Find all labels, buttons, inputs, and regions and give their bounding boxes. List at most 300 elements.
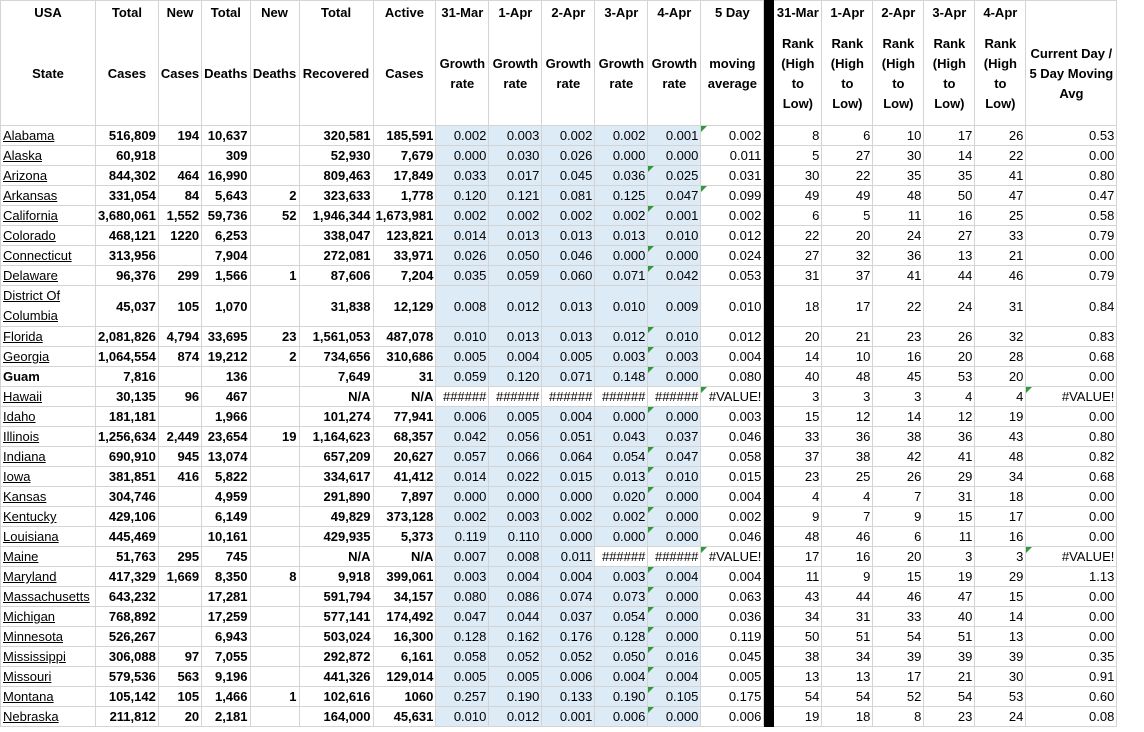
table-cell[interactable] — [158, 246, 201, 266]
table-cell[interactable]: 292,872 — [299, 647, 373, 667]
table-cell[interactable]: 49 — [774, 186, 822, 206]
table-cell[interactable]: 0.175 — [701, 687, 764, 707]
table-cell[interactable]: 0.35 — [1026, 647, 1117, 667]
table-cell[interactable]: 0.120 — [489, 367, 542, 387]
table-cell[interactable]: 41 — [975, 166, 1026, 186]
header-cell[interactable]: 5 Day — [701, 1, 764, 24]
table-cell[interactable]: 0.010 — [648, 226, 701, 246]
table-cell[interactable] — [158, 146, 201, 166]
table-cell[interactable]: 2,081,826 — [96, 327, 159, 347]
table-cell[interactable]: 2,449 — [158, 427, 201, 447]
table-cell[interactable]: 1,669 — [158, 567, 201, 587]
table-cell[interactable]: 643,232 — [96, 587, 159, 607]
table-cell[interactable]: 0.047 — [648, 186, 701, 206]
table-cell[interactable]: #VALUE! — [701, 547, 764, 567]
table-cell[interactable]: 22 — [873, 286, 924, 327]
table-cell[interactable]: ###### — [648, 387, 701, 407]
table-cell[interactable]: 24 — [975, 707, 1026, 727]
table-cell[interactable] — [158, 507, 201, 527]
table-cell[interactable]: 6 — [822, 126, 873, 146]
table-cell[interactable]: 295 — [158, 547, 201, 567]
table-cell[interactable]: 15 — [873, 567, 924, 587]
table-cell[interactable]: 373,128 — [373, 507, 436, 527]
table-cell[interactable]: 11 — [774, 567, 822, 587]
table-cell[interactable]: 38 — [822, 447, 873, 467]
table-cell[interactable]: 768,892 — [96, 607, 159, 627]
table-cell[interactable]: 194 — [158, 126, 201, 146]
table-cell[interactable]: 0.020 — [595, 487, 648, 507]
table-cell[interactable] — [250, 447, 299, 467]
table-cell[interactable]: 52 — [873, 687, 924, 707]
table-cell[interactable]: 8,350 — [202, 567, 250, 587]
table-cell[interactable]: 21 — [822, 327, 873, 347]
table-cell[interactable]: 42 — [873, 447, 924, 467]
table-cell[interactable]: 334,617 — [299, 467, 373, 487]
table-cell[interactable]: 0.105 — [648, 687, 701, 707]
table-cell[interactable]: 51 — [924, 627, 975, 647]
table-cell[interactable]: 0.022 — [489, 467, 542, 487]
table-cell[interactable]: 0.00 — [1026, 146, 1117, 166]
table-cell[interactable]: 16,990 — [202, 166, 250, 186]
table-cell[interactable]: ###### — [542, 387, 595, 407]
table-cell[interactable]: 0.005 — [436, 667, 489, 687]
table-cell[interactable]: 31 — [774, 266, 822, 286]
table-cell[interactable]: 0.119 — [436, 527, 489, 547]
table-cell[interactable]: 0.074 — [542, 587, 595, 607]
header-cell[interactable]: Rank (High to Low) — [774, 24, 822, 126]
state-link[interactable]: Missouri — [1, 667, 96, 687]
table-cell[interactable]: 0.003 — [489, 507, 542, 527]
state-link[interactable]: District Of Columbia — [1, 286, 96, 327]
table-cell[interactable]: 102,616 — [299, 687, 373, 707]
header-cell[interactable]: Growth rate — [489, 24, 542, 126]
table-cell[interactable]: 23 — [924, 707, 975, 727]
table-cell[interactable]: 0.006 — [542, 667, 595, 687]
table-cell[interactable]: 39 — [924, 647, 975, 667]
table-cell[interactable]: 26 — [975, 126, 1026, 146]
table-cell[interactable]: 0.046 — [542, 246, 595, 266]
table-cell[interactable]: 272,081 — [299, 246, 373, 266]
table-cell[interactable]: 29 — [924, 467, 975, 487]
table-cell[interactable]: 313,956 — [96, 246, 159, 266]
table-cell[interactable]: 0.00 — [1026, 587, 1117, 607]
table-cell[interactable]: 17 — [774, 547, 822, 567]
state-link[interactable]: Hawaii — [1, 387, 96, 407]
table-cell[interactable]: 105 — [158, 286, 201, 327]
table-cell[interactable]: 0.017 — [489, 166, 542, 186]
table-cell[interactable]: 7 — [873, 487, 924, 507]
table-cell[interactable]: 33 — [975, 226, 1026, 246]
table-cell[interactable]: 25 — [822, 467, 873, 487]
table-cell[interactable]: 6,149 — [202, 507, 250, 527]
table-cell[interactable]: 50 — [774, 627, 822, 647]
state-link[interactable]: Alabama — [1, 126, 96, 146]
table-cell[interactable]: 35 — [924, 166, 975, 186]
table-cell[interactable]: 38 — [774, 647, 822, 667]
table-cell[interactable]: 1,256,634 — [96, 427, 159, 447]
table-cell[interactable]: 23 — [873, 327, 924, 347]
table-cell[interactable]: 26 — [873, 467, 924, 487]
table-cell[interactable]: 0.00 — [1026, 507, 1117, 527]
state-link[interactable]: Kentucky — [1, 507, 96, 527]
table-cell[interactable]: 0.68 — [1026, 347, 1117, 367]
header-cell[interactable]: New — [250, 1, 299, 24]
table-cell[interactable]: 36 — [822, 427, 873, 447]
table-cell[interactable]: 53 — [975, 687, 1026, 707]
table-cell[interactable]: 23 — [774, 467, 822, 487]
table-cell[interactable]: 40 — [774, 367, 822, 387]
header-cell[interactable]: USA — [1, 1, 96, 24]
table-cell[interactable]: 0.004 — [595, 667, 648, 687]
table-cell[interactable]: 0.013 — [489, 226, 542, 246]
table-cell[interactable]: #VALUE! — [701, 387, 764, 407]
table-cell[interactable]: 10,637 — [202, 126, 250, 146]
table-cell[interactable]: 49 — [822, 186, 873, 206]
table-cell[interactable]: 0.012 — [701, 226, 764, 246]
table-cell[interactable]: 0.91 — [1026, 667, 1117, 687]
table-cell[interactable]: 6 — [774, 206, 822, 226]
state-link[interactable]: Georgia — [1, 347, 96, 367]
table-cell[interactable] — [250, 707, 299, 727]
table-cell[interactable]: 16 — [924, 206, 975, 226]
state-link[interactable]: Arizona — [1, 166, 96, 186]
header-cell[interactable]: Active — [373, 1, 436, 24]
table-cell[interactable]: 0.47 — [1026, 186, 1117, 206]
table-cell[interactable]: #VALUE! — [1026, 547, 1117, 567]
table-cell[interactable] — [158, 627, 201, 647]
header-cell[interactable]: 2-Apr — [542, 1, 595, 24]
table-cell[interactable]: 429,106 — [96, 507, 159, 527]
table-cell[interactable]: 745 — [202, 547, 250, 567]
table-cell[interactable]: 1,552 — [158, 206, 201, 226]
table-cell[interactable]: 0.000 — [542, 487, 595, 507]
table-cell[interactable]: 23 — [250, 327, 299, 347]
table-cell[interactable]: 38 — [873, 427, 924, 447]
table-cell[interactable]: 27 — [822, 146, 873, 166]
table-cell[interactable]: 4,959 — [202, 487, 250, 507]
state-link[interactable]: Massachusetts — [1, 587, 96, 607]
header-cell[interactable]: moving average — [701, 24, 764, 126]
table-cell[interactable] — [250, 647, 299, 667]
table-cell[interactable]: 0.000 — [648, 587, 701, 607]
state-link[interactable]: California — [1, 206, 96, 226]
table-cell[interactable]: 1 — [250, 687, 299, 707]
table-cell[interactable]: 96 — [158, 387, 201, 407]
state-link[interactable]: Connecticut — [1, 246, 96, 266]
table-cell[interactable]: 0.005 — [489, 667, 542, 687]
table-cell[interactable]: 96,376 — [96, 266, 159, 286]
table-cell[interactable]: 18 — [975, 487, 1026, 507]
table-cell[interactable]: 7,904 — [202, 246, 250, 266]
table-cell[interactable]: 309 — [202, 146, 250, 166]
table-cell[interactable]: 0.60 — [1026, 687, 1117, 707]
table-cell[interactable]: 690,910 — [96, 447, 159, 467]
table-cell[interactable]: 14 — [975, 607, 1026, 627]
table-cell[interactable]: 0.014 — [436, 467, 489, 487]
table-cell[interactable]: 20 — [975, 367, 1026, 387]
table-cell[interactable] — [158, 607, 201, 627]
table-cell[interactable]: 47 — [975, 186, 1026, 206]
table-cell[interactable]: 0.110 — [489, 527, 542, 547]
table-cell[interactable]: 0.53 — [1026, 126, 1117, 146]
table-cell[interactable]: 33,971 — [373, 246, 436, 266]
table-cell[interactable] — [250, 467, 299, 487]
table-cell[interactable]: 48 — [975, 447, 1026, 467]
table-cell[interactable]: 0.58 — [1026, 206, 1117, 226]
table-cell[interactable]: 45 — [873, 367, 924, 387]
table-cell[interactable]: 0.080 — [436, 587, 489, 607]
table-cell[interactable]: 445,469 — [96, 527, 159, 547]
table-cell[interactable]: 30 — [873, 146, 924, 166]
table-cell[interactable]: 0.004 — [542, 567, 595, 587]
table-cell[interactable]: 9,196 — [202, 667, 250, 687]
table-cell[interactable]: 516,809 — [96, 126, 159, 146]
table-cell[interactable]: 579,536 — [96, 667, 159, 687]
table-cell[interactable]: 0.007 — [436, 547, 489, 567]
table-cell[interactable]: 6,943 — [202, 627, 250, 647]
table-cell[interactable]: 6,161 — [373, 647, 436, 667]
table-cell[interactable]: 9 — [873, 507, 924, 527]
table-cell[interactable]: 0.000 — [648, 246, 701, 266]
table-cell[interactable]: 0.073 — [595, 587, 648, 607]
header-cell[interactable]: 1-Apr — [822, 1, 873, 24]
table-cell[interactable]: 4 — [975, 387, 1026, 407]
table-cell[interactable]: 0.050 — [489, 246, 542, 266]
table-cell[interactable]: 0.002 — [436, 126, 489, 146]
state-link[interactable]: Florida — [1, 327, 96, 347]
table-cell[interactable]: 0.036 — [701, 607, 764, 627]
table-cell[interactable]: 5,822 — [202, 467, 250, 487]
table-cell[interactable]: 0.000 — [595, 146, 648, 166]
table-cell[interactable]: 49,829 — [299, 507, 373, 527]
table-cell[interactable]: 0.000 — [648, 487, 701, 507]
header-cell[interactable]: 3-Apr — [595, 1, 648, 24]
table-cell[interactable]: 0.002 — [542, 507, 595, 527]
table-cell[interactable]: 23,654 — [202, 427, 250, 447]
table-cell[interactable]: 17 — [822, 286, 873, 327]
table-cell[interactable]: 7,897 — [373, 487, 436, 507]
table-cell[interactable]: 526,267 — [96, 627, 159, 647]
table-cell[interactable]: 8 — [873, 707, 924, 727]
table-cell[interactable]: 5 — [822, 206, 873, 226]
table-cell[interactable]: 54 — [873, 627, 924, 647]
table-cell[interactable]: 0.053 — [701, 266, 764, 286]
table-cell[interactable]: 34 — [975, 467, 1026, 487]
table-cell[interactable]: 33 — [774, 427, 822, 447]
table-cell[interactable] — [250, 166, 299, 186]
table-cell[interactable]: 874 — [158, 347, 201, 367]
table-cell[interactable]: 945 — [158, 447, 201, 467]
table-cell[interactable]: 47 — [924, 587, 975, 607]
table-cell[interactable]: 0.010 — [648, 467, 701, 487]
table-cell[interactable]: 13 — [774, 667, 822, 687]
table-cell[interactable]: 31 — [975, 286, 1026, 327]
table-cell[interactable]: 39 — [873, 647, 924, 667]
table-cell[interactable]: 399,061 — [373, 567, 436, 587]
table-cell[interactable]: 13 — [975, 627, 1026, 647]
table-cell[interactable]: 487,078 — [373, 327, 436, 347]
table-cell[interactable]: 0.128 — [436, 627, 489, 647]
table-cell[interactable]: 467 — [202, 387, 250, 407]
header-cell[interactable]: Total — [299, 1, 373, 24]
table-cell[interactable]: 0.00 — [1026, 627, 1117, 647]
table-cell[interactable]: 0.133 — [542, 687, 595, 707]
table-cell[interactable]: 30 — [774, 166, 822, 186]
header-cell[interactable]: 3-Apr — [924, 1, 975, 24]
table-cell[interactable]: 323,633 — [299, 186, 373, 206]
table-cell[interactable]: 1 — [250, 266, 299, 286]
table-cell[interactable]: 0.008 — [489, 547, 542, 567]
table-cell[interactable]: 0.014 — [436, 226, 489, 246]
table-cell[interactable]: 2 — [250, 347, 299, 367]
table-cell[interactable]: 68,357 — [373, 427, 436, 447]
table-cell[interactable]: 0.045 — [701, 647, 764, 667]
table-cell[interactable]: 844,302 — [96, 166, 159, 186]
table-cell[interactable]: 13 — [822, 667, 873, 687]
table-cell[interactable]: 0.000 — [489, 487, 542, 507]
table-cell[interactable]: N/A — [373, 547, 436, 567]
table-cell[interactable]: 0.009 — [648, 286, 701, 327]
table-cell[interactable]: 1,946,344 — [299, 206, 373, 226]
table-cell[interactable]: 136 — [202, 367, 250, 387]
table-cell[interactable]: 51 — [822, 627, 873, 647]
table-cell[interactable]: 0.015 — [542, 467, 595, 487]
table-cell[interactable]: 416 — [158, 467, 201, 487]
header-cell[interactable]: Rank (High to Low) — [822, 24, 873, 126]
table-cell[interactable]: 0.051 — [542, 427, 595, 447]
table-cell[interactable]: 1,966 — [202, 407, 250, 427]
table-cell[interactable]: 0.060 — [542, 266, 595, 286]
table-cell[interactable]: 0.002 — [595, 126, 648, 146]
table-cell[interactable]: 0.001 — [542, 707, 595, 727]
table-cell[interactable] — [250, 607, 299, 627]
header-cell[interactable]: Growth rate — [542, 24, 595, 126]
table-cell[interactable]: 34,157 — [373, 587, 436, 607]
header-cell[interactable]: Growth rate — [595, 24, 648, 126]
table-cell[interactable]: 17,259 — [202, 607, 250, 627]
table-cell[interactable]: 0.00 — [1026, 246, 1117, 266]
table-cell[interactable]: 0.000 — [648, 507, 701, 527]
table-cell[interactable]: 0.190 — [489, 687, 542, 707]
header-cell[interactable]: Total — [96, 1, 159, 24]
header-cell[interactable]: 1-Apr — [489, 1, 542, 24]
table-cell[interactable]: 11 — [873, 206, 924, 226]
table-cell[interactable]: 1.13 — [1026, 567, 1117, 587]
table-cell[interactable]: 0.071 — [542, 367, 595, 387]
table-cell[interactable]: 0.002 — [436, 507, 489, 527]
table-cell[interactable]: 19 — [975, 407, 1026, 427]
table-cell[interactable]: 0.058 — [436, 647, 489, 667]
state-link[interactable]: Maine — [1, 547, 96, 567]
table-cell[interactable]: 0.000 — [542, 527, 595, 547]
table-cell[interactable]: 129,014 — [373, 667, 436, 687]
table-cell[interactable]: 17 — [924, 126, 975, 146]
table-cell[interactable] — [250, 547, 299, 567]
table-cell[interactable]: 0.128 — [595, 627, 648, 647]
table-cell[interactable]: 0.003 — [595, 347, 648, 367]
table-cell[interactable] — [250, 507, 299, 527]
table-cell[interactable]: 0.010 — [436, 327, 489, 347]
table-cell[interactable]: 0.013 — [542, 286, 595, 327]
table-cell[interactable]: 0.013 — [595, 467, 648, 487]
table-cell[interactable]: 101,274 — [299, 407, 373, 427]
table-cell[interactable]: 0.012 — [701, 327, 764, 347]
table-cell[interactable] — [158, 527, 201, 547]
table-cell[interactable] — [158, 487, 201, 507]
table-cell[interactable]: 181,181 — [96, 407, 159, 427]
table-cell[interactable]: 0.119 — [701, 627, 764, 647]
table-cell[interactable]: 0.80 — [1026, 166, 1117, 186]
table-cell[interactable]: 13,074 — [202, 447, 250, 467]
header-cell[interactable]: 31-Mar — [436, 1, 489, 24]
table-cell[interactable]: 338,047 — [299, 226, 373, 246]
table-cell[interactable]: 310,686 — [373, 347, 436, 367]
table-cell[interactable]: 0.059 — [436, 367, 489, 387]
table-cell[interactable]: 4 — [924, 387, 975, 407]
table-cell[interactable]: 28 — [975, 347, 1026, 367]
table-cell[interactable] — [250, 587, 299, 607]
table-cell[interactable]: 30,135 — [96, 387, 159, 407]
table-cell[interactable]: 39 — [975, 647, 1026, 667]
table-cell[interactable]: 0.000 — [648, 367, 701, 387]
table-cell[interactable]: 0.004 — [701, 487, 764, 507]
table-cell[interactable]: 53 — [924, 367, 975, 387]
table-cell[interactable]: 734,656 — [299, 347, 373, 367]
header-cell[interactable]: Deaths — [250, 24, 299, 126]
header-cell[interactable]: Growth rate — [436, 24, 489, 126]
table-cell[interactable]: 1060 — [373, 687, 436, 707]
table-cell[interactable]: 26 — [924, 327, 975, 347]
table-cell[interactable]: 0.047 — [436, 607, 489, 627]
table-cell[interactable]: 0.071 — [595, 266, 648, 286]
table-cell[interactable]: 24 — [873, 226, 924, 246]
header-cell[interactable]: Current Day / 5 Day Moving Avg — [1026, 24, 1117, 126]
table-cell[interactable]: 105 — [158, 687, 201, 707]
table-cell[interactable]: 17 — [873, 667, 924, 687]
header-cell[interactable]: Total — [202, 1, 250, 24]
state-link[interactable]: Louisiana — [1, 527, 96, 547]
table-cell[interactable] — [250, 246, 299, 266]
table-cell[interactable]: 185,591 — [373, 126, 436, 146]
table-cell[interactable]: 59,736 — [202, 206, 250, 226]
table-cell[interactable]: 0.002 — [701, 507, 764, 527]
table-cell[interactable]: 27 — [924, 226, 975, 246]
table-cell[interactable]: 809,463 — [299, 166, 373, 186]
table-cell[interactable]: 0.004 — [648, 667, 701, 687]
table-cell[interactable]: 29 — [975, 567, 1026, 587]
table-cell[interactable]: 0.010 — [648, 327, 701, 347]
table-cell[interactable]: 0.004 — [701, 567, 764, 587]
state-link[interactable]: Maryland — [1, 567, 96, 587]
header-cell[interactable] — [1026, 1, 1117, 24]
table-cell[interactable]: 0.054 — [595, 447, 648, 467]
table-cell[interactable]: 45,631 — [373, 707, 436, 727]
table-cell[interactable]: 37 — [774, 447, 822, 467]
table-cell[interactable]: 0.000 — [595, 246, 648, 266]
table-cell[interactable]: 32 — [822, 246, 873, 266]
table-cell[interactable]: 0.031 — [701, 166, 764, 186]
table-cell[interactable]: ###### — [648, 547, 701, 567]
table-cell[interactable] — [158, 367, 201, 387]
table-cell[interactable]: 429,935 — [299, 527, 373, 547]
table-cell[interactable]: 0.050 — [595, 647, 648, 667]
state-link[interactable]: Colorado — [1, 226, 96, 246]
table-cell[interactable]: 46 — [873, 587, 924, 607]
table-cell[interactable]: 299 — [158, 266, 201, 286]
table-cell[interactable]: 17,281 — [202, 587, 250, 607]
table-cell[interactable]: 43 — [774, 587, 822, 607]
table-cell[interactable]: 34 — [774, 607, 822, 627]
